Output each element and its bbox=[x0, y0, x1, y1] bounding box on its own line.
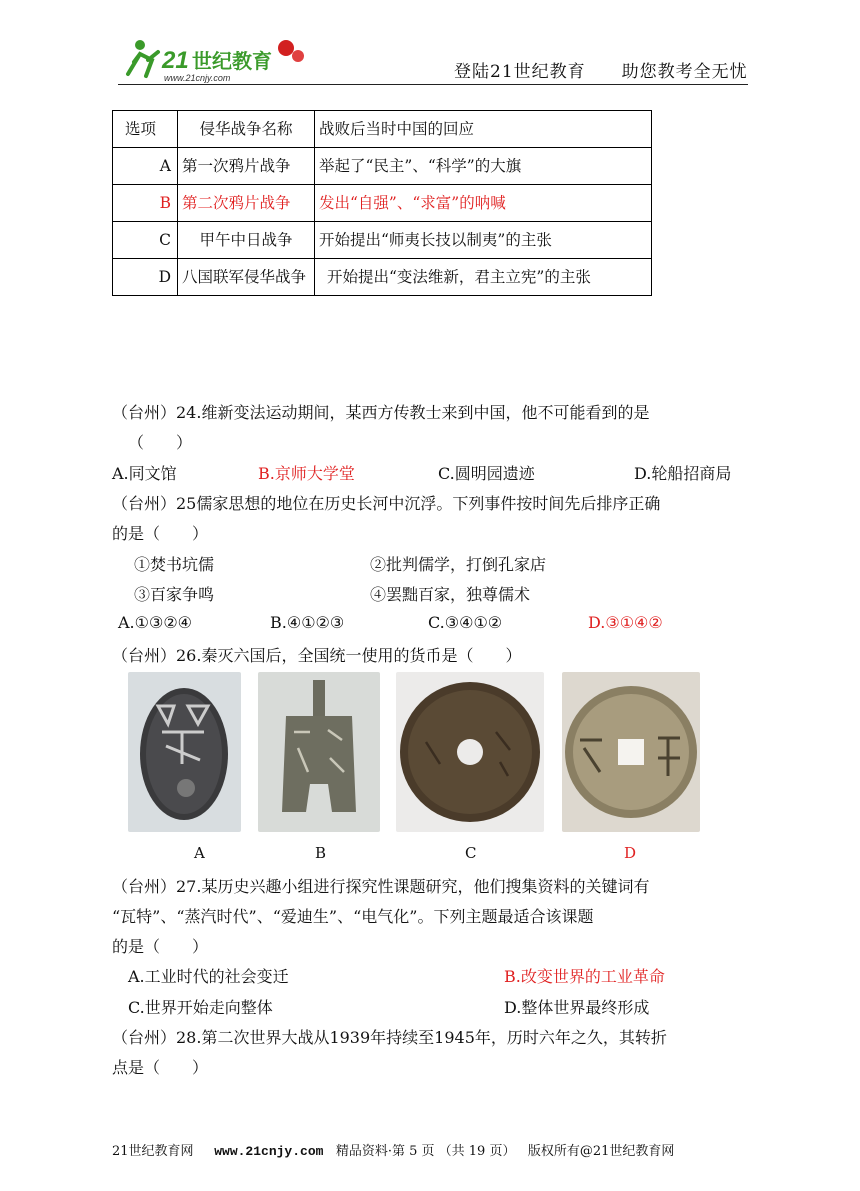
q25-stem: （台州）25儒家思想的地位在历史长河中沉浮。下列事件按时间先后排序正确 bbox=[112, 494, 661, 513]
table-cell-response: 发出“自强”、“求富”的呐喊 bbox=[315, 185, 652, 222]
logo-text: 世纪教育 bbox=[192, 49, 272, 73]
q24-stem: （台州）24.维新变法运动期间，某西方传教士来到中国，他不可能看到的是 bbox=[112, 403, 650, 422]
table-header-cell: 选项 bbox=[113, 111, 178, 148]
table-cell-option: A bbox=[113, 148, 178, 185]
q25-event-4: ④罢黜百家，独尊儒术 bbox=[370, 585, 531, 604]
table-row bbox=[113, 148, 652, 185]
table-cell-war: 第二次鸦片战争 bbox=[178, 185, 315, 222]
table-cell-war: 八国联军侵华战争 bbox=[178, 259, 315, 296]
q28-stem: （台州）28.第二次世界大战从1939年持续至1945年，历时六年之久，其转折 bbox=[112, 1028, 667, 1047]
table-cell-war: 第一次鸦片战争 bbox=[178, 148, 315, 185]
q24-option-a: A.同文馆 bbox=[112, 464, 177, 483]
q24-option-d: D.轮船招商局 bbox=[634, 464, 732, 483]
site-logo bbox=[118, 36, 308, 84]
q25-stem-cont: 的是（ ） bbox=[112, 524, 209, 543]
war-response-table bbox=[112, 110, 652, 296]
table-cell-response: 举起了“民主”、“科学”的大旗 bbox=[315, 148, 652, 185]
q27-stem-end: 的是（ ） bbox=[112, 937, 209, 956]
svg-text:www.21cnjy.com: www.21cnjy.com bbox=[164, 73, 231, 83]
table-cell-option: D bbox=[113, 259, 178, 296]
page-footer: 21世纪教育网 www.21cnjy.com 精品资料·第 5 页 （共 19 页） 版权所有@21世纪教育网 bbox=[112, 1144, 675, 1159]
table-header-cell: 战败后当时中国的回应 bbox=[315, 111, 652, 148]
header-slogan: 登陆21世纪教育 助您教考全无忧 bbox=[454, 62, 748, 82]
q26-stem: （台州）26.秦灭六国后，全国统一使用的货币是（ ） bbox=[112, 646, 522, 665]
q27-stem: （台州）27.某历史兴趣小组进行探究性课题研究，他们搜集资料的关键词有 bbox=[112, 877, 650, 896]
table-row bbox=[113, 185, 652, 222]
table-row bbox=[113, 259, 652, 296]
q25-option-d: D.③①④② bbox=[588, 613, 663, 632]
header-divider bbox=[118, 84, 748, 85]
coin-image-spade bbox=[258, 672, 380, 832]
table-cell-option: B bbox=[113, 185, 178, 222]
q27-option-c: C.世界开始走向整体 bbox=[128, 998, 273, 1017]
table-cell-response: 开始提出“师夷长技以制夷”的主张 bbox=[315, 222, 652, 259]
q25-option-c: C.③④①② bbox=[428, 613, 503, 632]
q27-option-a: A.工业时代的社会变迁 bbox=[128, 967, 289, 986]
table-cell-option: C bbox=[113, 222, 178, 259]
q25-event-1: ①焚书坑儒 bbox=[134, 555, 215, 574]
q25-event-2: ②批判儒学，打倒孔家店 bbox=[370, 555, 547, 574]
table-header-cell: 侵华战争名称 bbox=[178, 111, 315, 148]
coin-image-round-hole bbox=[396, 672, 544, 832]
table-row bbox=[113, 222, 652, 259]
table-cell-response: 开始提出“变法维新，君主立宪”的主张 bbox=[315, 259, 652, 296]
q28-stem-cont: 点是（ ） bbox=[112, 1058, 209, 1077]
q25-event-3: ③百家争鸣 bbox=[134, 585, 215, 604]
q25-option-a: A.①③②④ bbox=[118, 613, 193, 632]
coin-label-a: A bbox=[194, 844, 205, 862]
coin-label-d: D bbox=[624, 844, 637, 862]
q27-option-b: B.改变世界的工业革命 bbox=[504, 967, 665, 986]
q24-paren: （ ） bbox=[128, 433, 193, 452]
table-cell-war: 甲午中日战争 bbox=[178, 222, 315, 259]
coin-label-c: C bbox=[465, 844, 477, 862]
coin-image-banliang bbox=[562, 672, 700, 832]
q24-option-b: B.京师大学堂 bbox=[258, 464, 355, 483]
q27-stem-cont: “瓦特”、“蒸汽时代”、“爱迪生”、“电气化”。下列主题最适合该课题 bbox=[112, 907, 594, 926]
q24-option-c: C.圆明园遗迹 bbox=[438, 464, 535, 483]
svg-text:21: 21 bbox=[162, 47, 189, 74]
coin-image-ant-nose bbox=[128, 672, 241, 832]
q25-option-b: B.④①②③ bbox=[270, 613, 345, 632]
coin-label-b: B bbox=[315, 844, 327, 862]
q27-option-d: D.整体世界最终形成 bbox=[504, 998, 650, 1017]
table-header-row bbox=[113, 111, 652, 148]
